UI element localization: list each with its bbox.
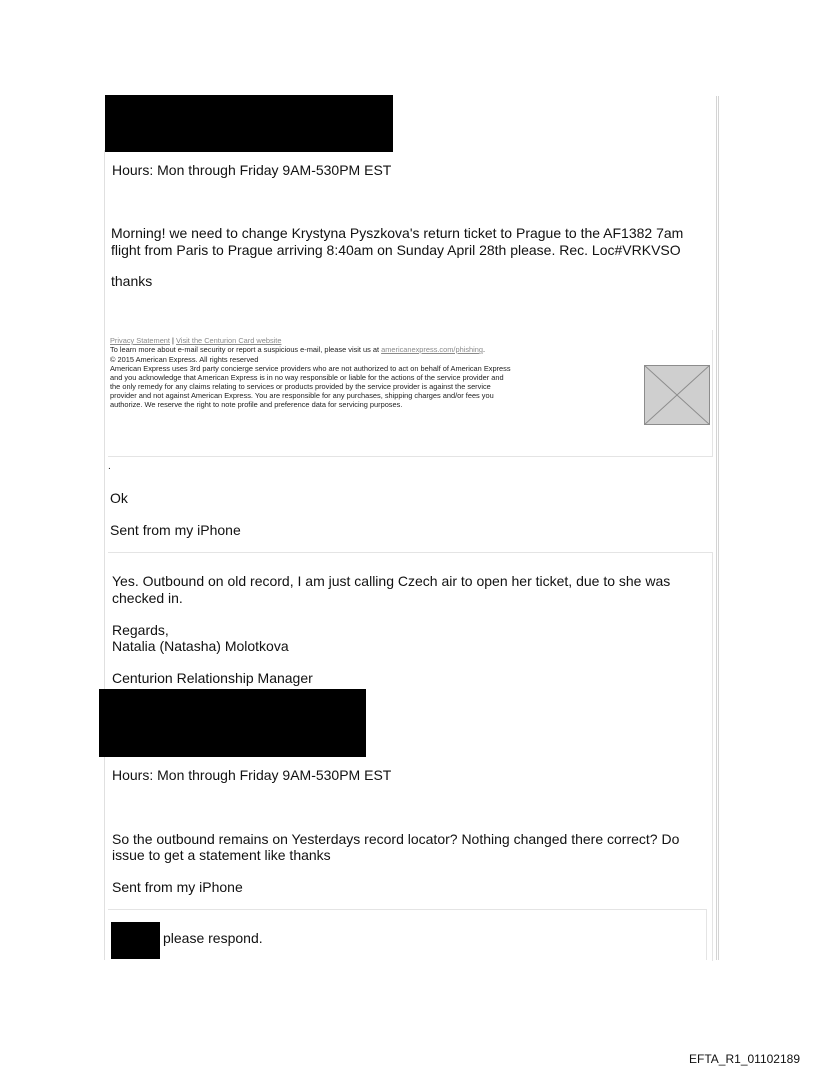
frame-left-line <box>104 150 105 960</box>
redaction-block <box>111 922 160 959</box>
phishing-link[interactable]: americanexpress.com/phishing <box>381 345 483 354</box>
centurion-website-link[interactable]: Visit the Centurion Card website <box>176 336 282 345</box>
message-closing: thanks <box>111 273 153 289</box>
image-placeholder-icon <box>644 365 710 425</box>
copyright-text: © 2015 American Express. All rights reserved <box>110 355 259 364</box>
footer-links <box>110 336 281 345</box>
message-body-line: Yes. Outbound on old record, I am just calling Czech air to open her ticket, due to she was <box>112 573 671 589</box>
separator-dot: . <box>108 461 111 472</box>
message-body-line: Morning! we need to change Krystyna Pyszkova's return ticket to Prague to the AF1382 7am <box>111 225 684 241</box>
message-body-line: issue to get a statement like thanks <box>112 847 331 863</box>
security-end: . <box>482 345 486 354</box>
reply-text: Ok <box>110 490 128 506</box>
sender-name: Natalia (Natasha) Molotkova <box>112 638 289 654</box>
message-body-line: flight from Paris to Prague arriving 8:40am on Sunday April 28th please. Rec. Loc#VRKVSO <box>111 242 681 258</box>
document-id: EFTA_R1_01102189 <box>689 1052 800 1066</box>
privacy-statement-link[interactable]: Privacy Statement <box>110 336 170 345</box>
disclaimer-line: and you acknowledge that American Express is in no way responsible or liable for the actions of the service provider and <box>110 373 504 382</box>
hours-text: Hours: Mon through Friday 9AM-530PM EST <box>112 162 392 178</box>
disclaimer-line: authorize. We reserve the right to note profile and preference data for servicing purposes. <box>110 400 403 409</box>
message-text: please respond. <box>163 930 263 946</box>
disclaimer-line: American Express uses 3rd party concierge service providers who are not authorized to act on behalf of American Express <box>110 364 511 373</box>
disclaimer-line: provider and not against American Express. You are responsible for any purchases, shipping charges and/or fees you <box>110 391 494 400</box>
message-body-line: So the outbound remains on Yesterdays record locator? Nothing changed there correct? Do <box>112 831 680 847</box>
disclaimer-line: the only remedy for any claims relating to services or products provided by the service provider is against the service <box>110 382 491 391</box>
regards-text: Regards, <box>112 622 169 638</box>
message-signature: Sent from my iPhone <box>112 879 243 895</box>
security-text: To learn more about e-mail security or report a suspicious e-mail, please visit us at <box>110 345 382 354</box>
link-separator: | <box>169 336 177 345</box>
broken-image-placeholder <box>644 365 710 425</box>
hours-text: Hours: Mon through Friday 9AM-530PM EST <box>112 767 392 783</box>
reply-signature: Sent from my iPhone <box>110 522 241 538</box>
redaction-block <box>105 95 393 152</box>
redaction-block <box>99 689 366 757</box>
security-notice <box>110 345 485 354</box>
sender-title: Centurion Relationship Manager <box>112 670 313 686</box>
message-body-line: checked in. <box>112 590 183 606</box>
